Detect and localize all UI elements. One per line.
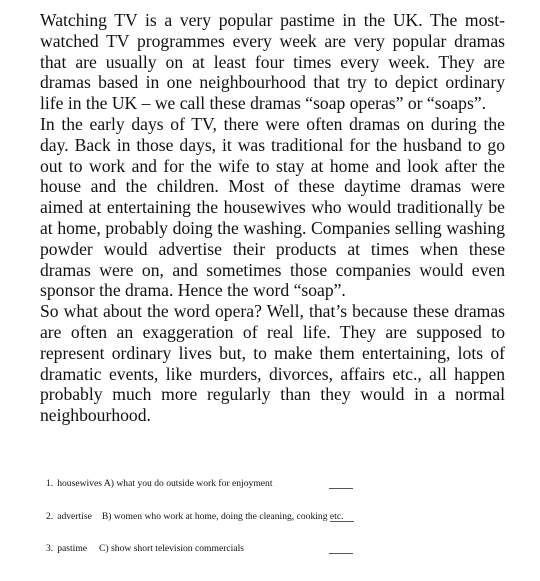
matching-row <box>46 478 516 511</box>
definition-text: B) women who work at home, doing the cleaning, cooking etc. <box>101 510 344 522</box>
passage-paragraph-1: Watching TV is a very popular pastime in the UK. The most-watched TV programmes every week are very popular dramas that are usually on at least four times every week. They are dramas based in one neighbourhood that try to depict ordinary life in the UK – we call these dramas “soap operas” or “soaps”. <box>40 10 505 114</box>
passage-paragraph-2: In the early days of TV, there were often dramas on during the day. Back in those days, it was traditional for the husband to go out to work and for the wife to stay at home and look after the house and the children. Most of these daytime dramas were aimed at entertaining the housewives who would traditionally be at home, probably doing the washing. Companies selling washing powder would advertise their products at times when these dramas were on, and sometimes those companies would even sponsor the drama. Hence the word “soap”. <box>40 113 505 301</box>
item-number: 2. <box>46 510 54 522</box>
answer-blank[interactable] <box>329 553 353 554</box>
answer-blank[interactable] <box>329 488 353 489</box>
matching-row <box>46 543 516 576</box>
definition-text: A) what you do outside work for enjoyment <box>103 478 273 489</box>
vocabulary-word: pastime <box>57 543 88 554</box>
item-number: 3. <box>46 543 54 554</box>
answer-blank[interactable] <box>330 521 354 522</box>
vocabulary-matching-exercise <box>46 478 516 576</box>
definition-text: C) show short television commercials <box>99 543 244 554</box>
vocabulary-word: advertise <box>57 510 92 522</box>
item-number: 1. <box>46 478 54 489</box>
matching-row <box>46 511 516 544</box>
passage-paragraph-3: So what about the word opera? Well, that’s because these dramas are often an exaggeration of real life. They are supposed to represent ordinary lives but, to make them entertaining, lots of dramatic events, like murders, divorces, affairs etc., all happen probably much more regularly than they would in a normal neighbourhood. <box>40 301 505 426</box>
reading-passage <box>40 10 505 426</box>
vocabulary-word: housewives <box>57 478 102 489</box>
